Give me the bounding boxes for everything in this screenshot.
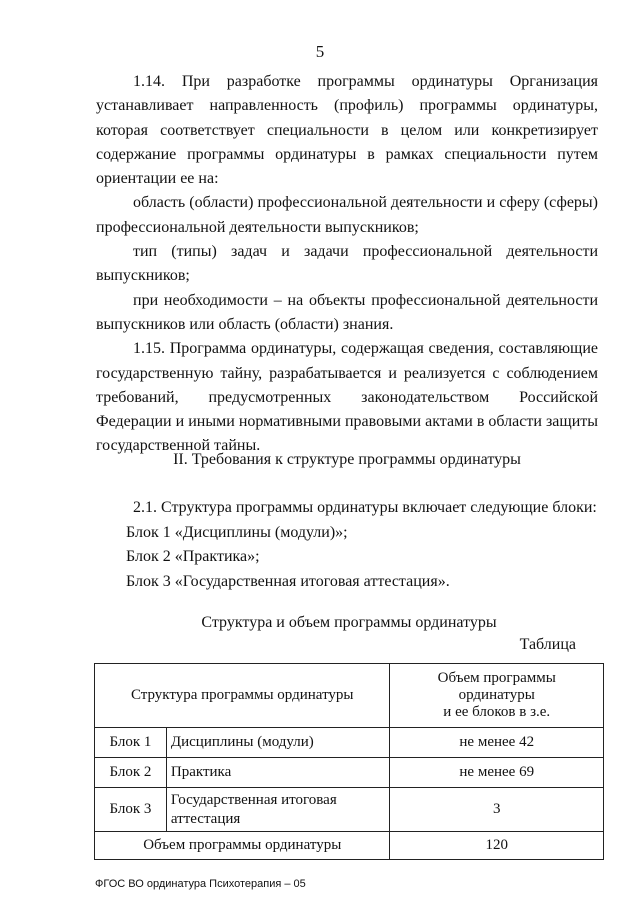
structure-table <box>94 663 604 860</box>
row-volume: не менее 42 <box>390 728 604 758</box>
header-structure: Структура программы ординатуры <box>95 664 390 728</box>
page-number: 5 <box>315 42 325 61</box>
block-list-item-2: Блок 2 «Практика»; <box>126 548 260 565</box>
row-name: Дисциплины (модули) <box>166 728 390 758</box>
section2-heading: II. Требования к структуре программы ординатуры <box>173 451 521 468</box>
table-row <box>95 758 604 788</box>
page-footer: ФГОС ВО ординатура Психотерапия – 05 <box>95 878 306 890</box>
table-row <box>95 728 604 758</box>
row-name: Практика <box>166 758 390 788</box>
table-caption: Структура и объем программы ординатуры <box>201 614 497 631</box>
total-label: Объем программы ординатуры <box>95 832 390 860</box>
table-label: Таблица <box>519 636 576 653</box>
row-volume: не менее 69 <box>390 758 604 788</box>
table-row <box>95 788 604 832</box>
paragraph-area: область (области) профессиональной деятельности и сферу (сферы) профессиональной деятельности выпускников; <box>96 194 598 236</box>
row-block: Блок 2 <box>95 758 167 788</box>
section2-list <box>96 496 598 594</box>
paragraph-task-types: тип (типы) задач и задачи профессиональной деятельности выпускников; <box>96 243 598 285</box>
total-value: 120 <box>390 832 604 860</box>
table-total-row <box>95 832 604 860</box>
paragraph-objects: при необходимости – на объекты профессиональной деятельности выпускников или область (области) знания. <box>96 291 598 333</box>
header-volume-line: и ее блоков в з.е. <box>443 704 551 720</box>
row-volume: 3 <box>390 788 604 832</box>
paragraph-1-15: 1.15. Программа ординатуры, содержащая сведения, составляющие государственную тайну, разрабатывается и реализуется с соблюдением требований, предусмотренных законодательством Российской Федерации и иными нормативными правовыми актами в области защиты государственной тайны. <box>96 340 598 455</box>
header-volume-line: Объем программы <box>437 670 556 686</box>
paragraph-1-14: 1.14. При разработке программы ординатуры Организация устанавливает направленность (профиль) программы ординатуры, которая соответствует специальности в целом или конкретизирует содержание программы ординатуры в рамках специальности путем ориентации ее на: <box>96 73 598 188</box>
table-header-row <box>95 664 604 728</box>
section2-intro: 2.1. Структура программы ординатуры включает следующие блоки: <box>133 499 597 516</box>
row-name: Государственная итоговая аттестация <box>166 788 390 832</box>
block-list-item-1: Блок 1 «Дисциплины (модули)»; <box>126 523 348 541</box>
section1-text <box>96 70 598 459</box>
row-block: Блок 3 <box>95 788 167 832</box>
row-block: Блок 1 <box>95 728 167 758</box>
header-volume <box>390 664 604 728</box>
block-list-item-3: Блок 3 «Государственная итоговая аттестация». <box>126 572 450 590</box>
header-volume-line: ординатуры <box>458 687 535 703</box>
